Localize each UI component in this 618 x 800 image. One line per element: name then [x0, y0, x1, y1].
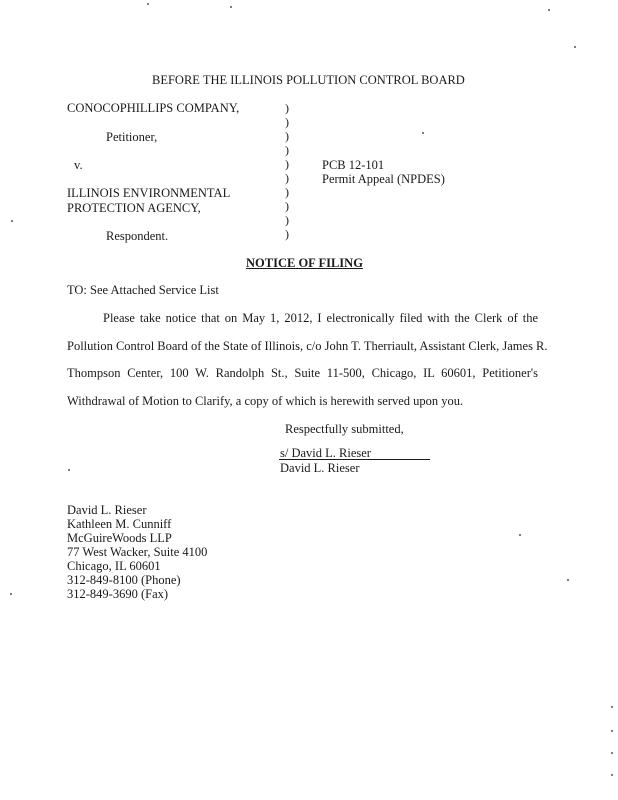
scan-speck — [611, 752, 613, 754]
body-line-3: Thompson Center, 100 W. Randolph St., Suite 11-500, Chicago, IL 60601, Petitioner's — [67, 366, 538, 380]
attorney-line: Kathleen M. Cunniff — [67, 517, 172, 531]
respondent-role: Respondent. — [106, 229, 169, 243]
caption-paren: ) — [285, 199, 289, 213]
scan-speck — [519, 534, 521, 536]
petitioner-role: Petitioner, — [106, 130, 158, 144]
printed-name: David L. Rieser — [280, 461, 360, 475]
caption-paren: ) — [285, 185, 289, 199]
scan-speck — [11, 220, 13, 222]
body-line-1: Please take notice that on May 1, 2012, I electronically filed with the Clerk of the — [103, 311, 538, 325]
signature-line: s/ David L. Rieser — [280, 446, 371, 460]
respondent-name-line1: ILLINOIS ENVIRONMENTAL — [67, 186, 231, 200]
attorney-line: 312-849-3690 (Fax) — [67, 587, 169, 601]
to-line: TO: See Attached Service List — [67, 283, 219, 297]
caption-paren: ) — [285, 143, 289, 157]
scan-speck — [548, 9, 550, 11]
attorney-line: David L. Rieser — [67, 503, 147, 517]
scan-speck — [611, 774, 613, 776]
petitioner-name: CONOCOPHILLIPS COMPANY, — [67, 101, 240, 115]
caption-paren: ) — [285, 115, 289, 129]
attorney-line: 312-849-8100 (Phone) — [67, 573, 181, 587]
case-type: Permit Appeal (NPDES) — [322, 172, 445, 186]
board-title: BEFORE THE ILLINOIS POLLUTION CONTROL BOARD — [152, 73, 465, 87]
notice-title: NOTICE OF FILING — [246, 256, 363, 270]
body-line-2: Pollution Control Board of the State of Illinois, c/o John T. Therriault, Assistant Clerk, James R. — [67, 339, 548, 353]
body-line-4: Withdrawal of Motion to Clarify, a copy of which is herewith served upon you. — [67, 394, 464, 408]
attorney-line: Chicago, IL 60601 — [67, 559, 161, 573]
caption-paren: ) — [285, 227, 289, 241]
caption-paren: ) — [285, 157, 289, 171]
scan-speck — [147, 3, 149, 5]
scan-speck — [10, 593, 12, 595]
respondent-name-line2: PROTECTION AGENCY, — [67, 201, 201, 215]
scan-speck — [611, 730, 613, 732]
scan-speck — [611, 706, 613, 708]
signature-rule — [279, 459, 430, 460]
scan-speck — [567, 579, 569, 581]
scan-speck — [574, 46, 576, 48]
scan-speck — [422, 132, 424, 134]
caption-paren: ) — [285, 213, 289, 227]
caption-paren: ) — [285, 129, 289, 143]
case-number: PCB 12-101 — [322, 158, 385, 172]
attorney-line: 77 West Wacker, Suite 4100 — [67, 545, 208, 559]
attorney-line: McGuireWoods LLP — [67, 531, 172, 545]
closing: Respectfully submitted, — [285, 422, 404, 436]
caption-paren: ) — [285, 171, 289, 185]
caption-paren: ) — [285, 101, 289, 115]
scan-speck — [230, 6, 232, 8]
scan-speck — [68, 469, 70, 471]
versus-label: v. — [74, 158, 83, 172]
